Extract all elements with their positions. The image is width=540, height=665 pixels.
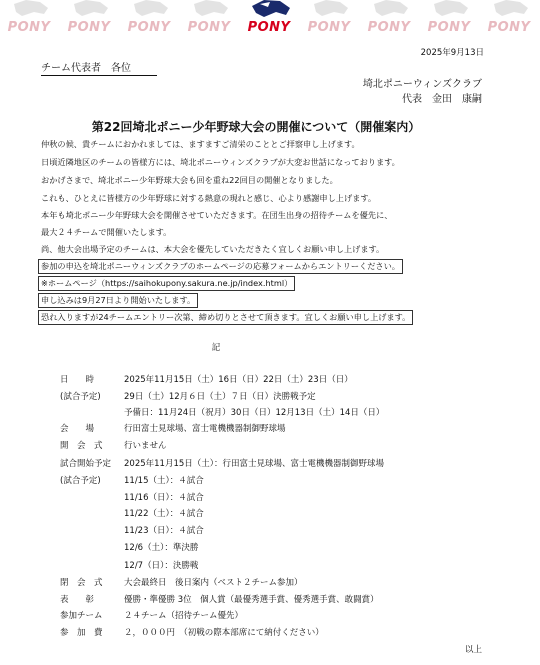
detail-label: 参 加 費	[60, 628, 103, 638]
logo-text: PONY	[187, 20, 231, 35]
addressee: チーム代表者 各位	[41, 59, 157, 76]
paragraph-line: これも、ひとえに皆様方の少年野球に対する熱意の現れと感じ、心より感謝申し上げます。	[41, 193, 377, 203]
detail-value: 予備日：11月24日（祝月）30日（日）12月13日（土）14日（日）	[124, 408, 385, 418]
pony-logo-faded	[180, 0, 240, 36]
detail-label: 開 会 式	[60, 441, 103, 451]
paragraph-line: 仲秋の候、貴チームにおかれましては、ますますご清栄のこととご拝察申し上げます。	[41, 139, 360, 149]
detail-value: 11/22（土）：４試合	[124, 509, 204, 519]
document-title: 第22回埼北ポニー少年野球大会の開催について（開催案内）	[91, 120, 421, 134]
pony-logo-faded	[360, 0, 420, 36]
pony-logo-faded	[480, 0, 540, 36]
pony-logo-faded	[60, 0, 120, 36]
detail-value: 11/23（日）：４試合	[124, 526, 204, 536]
paragraph-line: おかげさまで、埼北ポニー少年野球大会も回を重ね22回目の開催となりました。	[41, 175, 338, 185]
paragraph-line: 最大２４チームで開催いたします。	[41, 227, 172, 237]
detail-value: 2025年11月15日（土）16日（日）22日（土）23日（日）	[124, 375, 353, 385]
logo-text: PONY	[307, 20, 351, 35]
detail-value: 行田富士見球場、富士電機機器制御野球場	[124, 424, 286, 434]
detail-label: 会 場	[60, 424, 95, 434]
logo-text: PONY	[247, 20, 291, 35]
detail-label: 試合開始予定	[60, 459, 112, 469]
detail-label: 閉 会 式	[60, 578, 103, 588]
closing-mark: 以上	[464, 645, 482, 655]
detail-value: 優勝・準優勝 3位 個人賞（最優秀選手賞、優秀選手賞、敢闘賞）	[124, 595, 379, 605]
detail-label: 日 時	[60, 375, 95, 385]
logo-text: PONY	[67, 20, 111, 35]
pony-logo-faded	[120, 0, 180, 36]
sender-organization: 埼北ポニーウィンズクラブ	[362, 79, 482, 90]
logo-text: PONY	[427, 20, 471, 35]
pony-logo-faded	[0, 0, 60, 36]
entry-start-notice: 申し込みは9月27日より開始いたします。	[38, 293, 198, 308]
entry-instructions: 参加の申込を埼北ポニーウィンズクラブのホームページの応募フォームからエントリーください。	[38, 259, 403, 274]
pony-logo-faded	[300, 0, 360, 36]
ki-heading: 記	[211, 343, 221, 353]
detail-value: 11/15（土）：４試合	[124, 476, 204, 486]
detail-value: 12/6（土）：準決勝	[124, 543, 199, 553]
detail-label: (試合予定)	[60, 392, 101, 402]
logo-text: PONY	[367, 20, 411, 35]
detail-value: 2025年11月15日（土）：行田富士見球場、富士電機機器制御野球場	[124, 459, 385, 469]
detail-label: 表 彰	[60, 595, 95, 605]
detail-label: (試合予定)	[60, 476, 101, 486]
paragraph-line: 本年も埼北ポニー少年野球大会を開催させていただきます。在団生出身の招待チームを優先に、	[41, 210, 393, 220]
detail-value: 12/7（日）：決勝戦	[124, 561, 199, 571]
detail-value: ２，０００円 （初戦の際本部席にて納付ください）	[124, 628, 324, 638]
entry-deadline-notice: 恐れ入りますが24チームエントリー次第、締め切りとさせて頂きます。宜しくお願い申し上げます。	[38, 310, 413, 325]
pony-logo-main	[240, 0, 300, 36]
paragraph-line: 日頃近隣地区のチームの皆様方には、埼北ポニーウィンズクラブが大変お世話になっております。	[41, 157, 400, 167]
pony-logo-faded	[420, 0, 480, 36]
logo-text: PONY	[127, 20, 171, 35]
document-date: 2025年9月13日	[420, 48, 484, 58]
detail-value: 29日（土）12月６日（土）７日（日）決勝戦予定	[124, 392, 316, 402]
pony-banner	[0, 0, 531, 36]
detail-value: ２４チーム（招待チーム優先）	[124, 611, 244, 621]
detail-label: 参加チーム	[60, 611, 103, 621]
logo-text: PONY	[7, 20, 51, 35]
logo-text: PONY	[487, 20, 531, 35]
detail-value: 大会最終日 後日案内（ベスト２チーム参加）	[124, 578, 303, 588]
detail-value: 11/16（日）：４試合	[124, 493, 204, 503]
homepage-url[interactable]: ※ホームページ（https://saihokupony.sakura.ne.jp/index.html）	[38, 276, 295, 291]
paragraph-line: 尚、他大会出場予定のチームは、本大会を優先していただきたく宜しくお願い申し上げます。	[41, 244, 385, 254]
detail-value: 行いません	[124, 441, 167, 451]
sender-representative: 代表 金田 康嗣	[402, 94, 482, 105]
